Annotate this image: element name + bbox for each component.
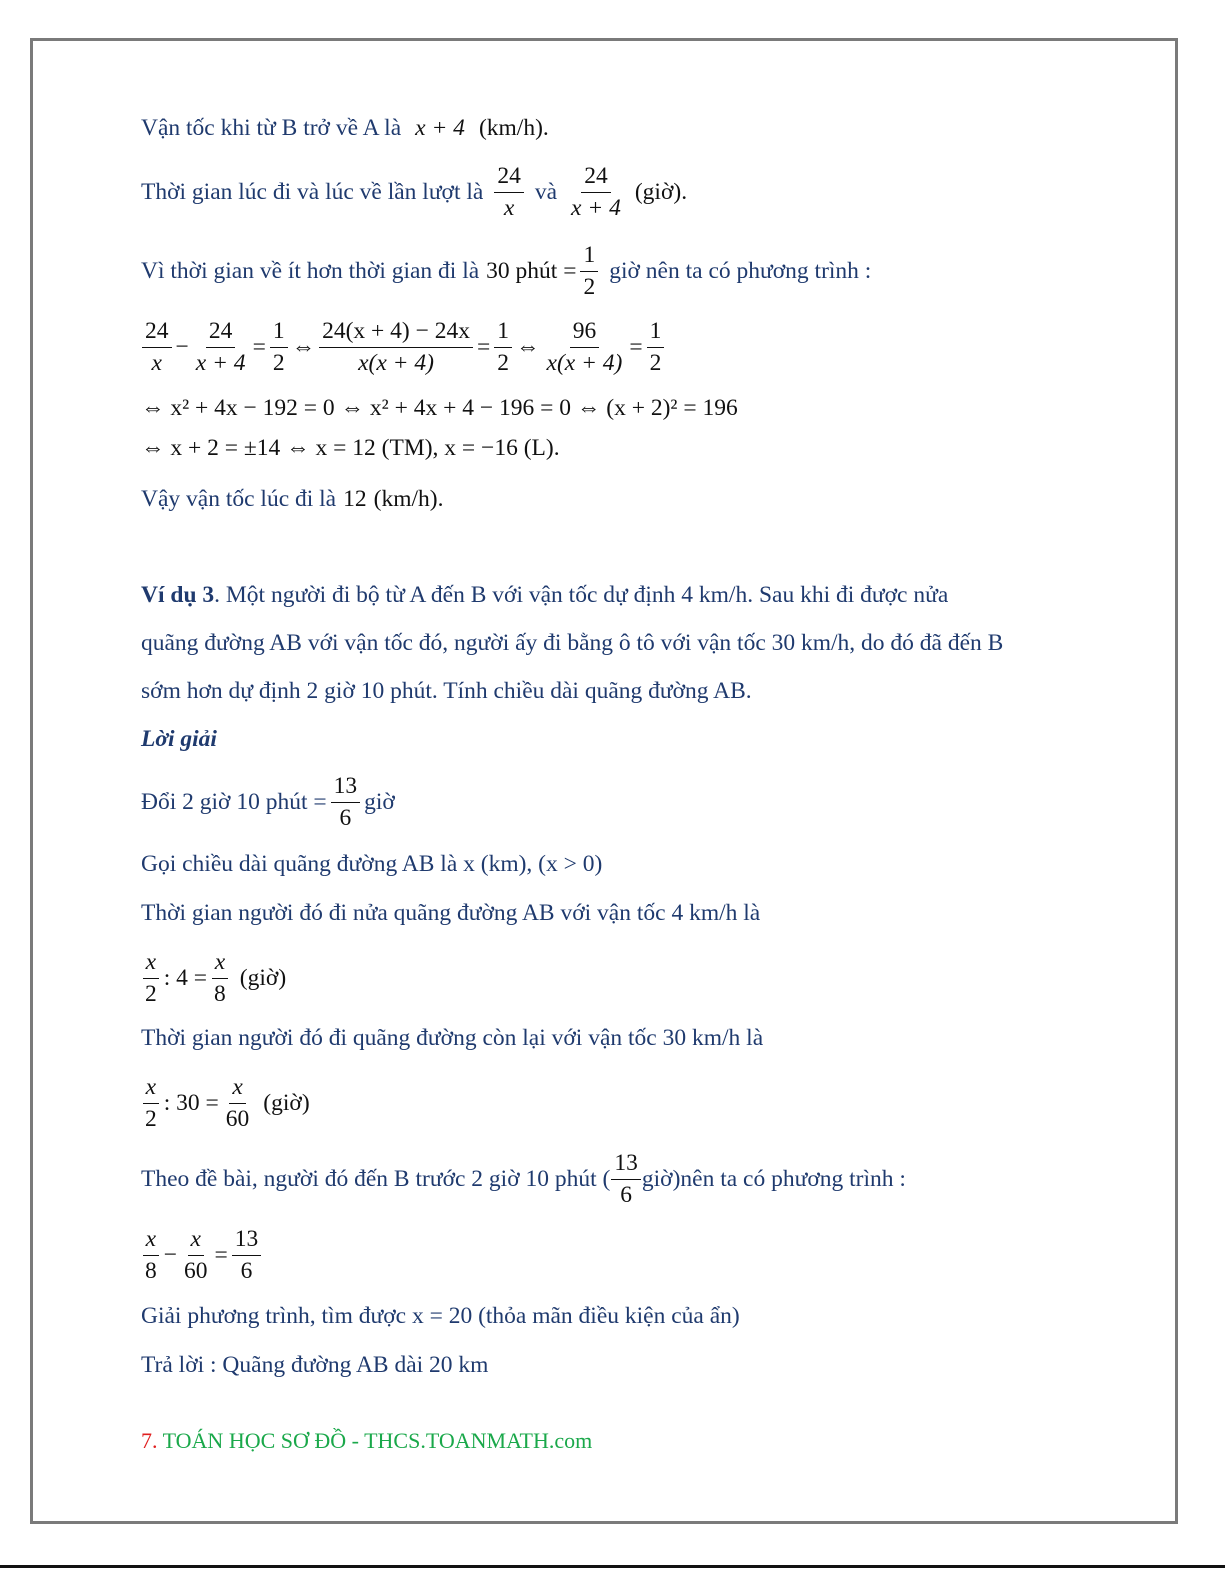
- text-line-variable: Gọi chiều dài quãng đường AB là x (km), (x > 0): [141, 851, 603, 877]
- fraction: $\frac{1}{2}$: [580, 242, 598, 301]
- equation-1: $\frac{24}{x}$ − $\frac{24}{x + 4}$ = $\frac{1}{2}$ ⇔ $\frac{24(x + 4) - 24x}{x(x + 4)}$ = $\frac{1}{2}$ ⇔ $\frac{96}{x(x + 4)}$ = $\frac{1}{2}$: [138, 318, 668, 377]
- fraction: $\frac{13}{6}$: [611, 1150, 641, 1209]
- fraction: $\frac{24}{x + 4}$: [571, 163, 621, 222]
- equation-3: ⇔ x + 2 = ±14 ⇔ x = 12 (TM), x = −16 (L).: [141, 435, 560, 461]
- example-3-line-1: Ví dụ 3 . Một người đi bộ từ A đến B với vận tốc dự định 4 km/h. Sau khi đi được nửa: [141, 582, 949, 608]
- bottom-divider: [0, 1565, 1225, 1568]
- page-number: 7.: [141, 1428, 158, 1453]
- fraction: $\frac{13}{6}$: [331, 773, 361, 832]
- text-line-conclusion: Vậy vận tốc lúc đi là 12 (km/h).: [141, 486, 444, 512]
- text-line-problem-condition: Theo đề bài, người đó đến B trước 2 giờ 10 phút ( $\frac{13}{6}$ giờ)nên ta có phương trình :: [141, 1150, 906, 1209]
- text-line-travel-times: Thời gian lúc đi và lúc về lần lượt là $\frac{24}{x}$ và $\frac{24}{x + 4}$ (giờ).: [141, 163, 688, 222]
- footer-text: TOÁN HỌC SƠ ĐỒ - THCS.TOANMATH.com: [162, 1428, 593, 1453]
- text-line-return-speed: Vận tốc khi từ B trở về A là x + 4 (km/h).: [141, 115, 549, 141]
- text-line-remaining: Thời gian người đó đi quãng đường còn lại với vận tốc 30 km/h là: [141, 1025, 764, 1051]
- text-line-solve: Giải phương trình, tìm được x = 20 (thỏa mãn điều kiện của ẩn): [141, 1303, 740, 1329]
- example-3-line-2: quãng đường AB với vận tốc đó, người ấy đi bằng ô tô với vận tốc 30 km/h, do đó đã đến B: [141, 630, 1004, 656]
- text-line-answer: Trả lời : Quãng đường AB dài 20 km: [141, 1352, 489, 1378]
- example-label: Ví dụ 3: [141, 582, 215, 608]
- equation-5: $\frac{x}{2}$ : 30 = $\frac{x}{60}$ (giờ): [138, 1074, 310, 1133]
- text-line-first-half: Thời gian người đó đi nửa quãng đường AB với vận tốc 4 km/h là: [141, 900, 761, 926]
- math-expression: x + 4: [415, 115, 465, 141]
- equation-6: $\frac{x}{8}$ − $\frac{x}{60}$ = $\frac{13}{6}$: [138, 1226, 265, 1285]
- text-line-convert-time: Đổi 2 giờ 10 phút = $\frac{13}{6}$ giờ: [141, 773, 395, 832]
- page-footer: [141, 1428, 592, 1454]
- equation-4: $\frac{x}{2}$ : 4 = $\frac{x}{8}$ (giờ): [138, 949, 286, 1008]
- example-3-line-3: sớm hơn dự định 2 giờ 10 phút. Tính chiều dài quãng đường AB.: [141, 678, 752, 704]
- text-line-time-difference: Vì thời gian về ít hơn thời gian đi là 30 phút = $\frac{1}{2}$ giờ nên ta có phương trình :: [141, 242, 872, 301]
- solution-heading: Lời giải: [141, 726, 217, 752]
- equation-2: ⇔ x² + 4x − 192 = 0 ⇔ x² + 4x + 4 − 196 = 0 ⇔ (x + 2)² = 196: [141, 395, 738, 421]
- fraction: $\frac{24}{x}$: [494, 163, 524, 222]
